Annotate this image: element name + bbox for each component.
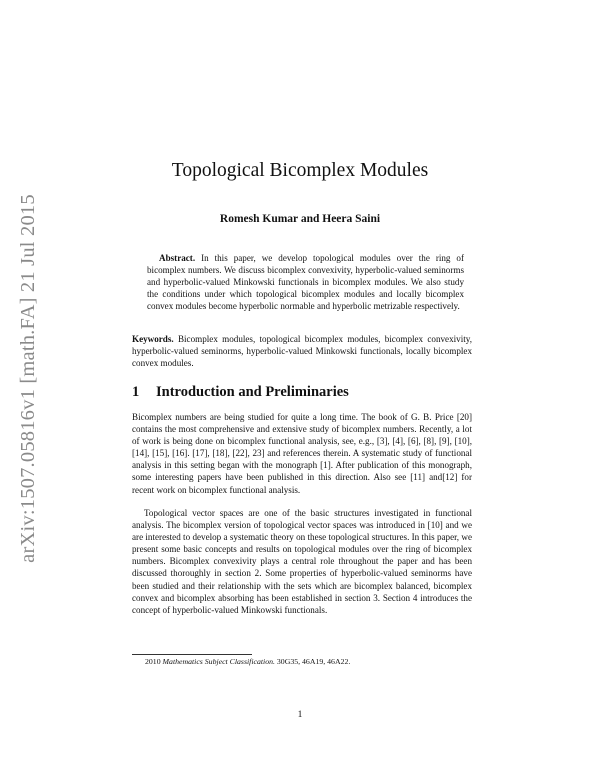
- keywords-label: Keywords.: [132, 334, 174, 344]
- body-paragraph-2: Topological vector spaces are one of the basic structures investigated in functional analysis. The bicomplex version of topological vector spaces was introduced in [10] and we are interested to develop a systematic theory on these topological structures. In this paper, we present some basic concepts and results on topological modules over the ring of bicomplex numbers. Bicomplex convexivity plays a central role throughout the paper and has been discussed thoroughly in section 2. Some properties of hyperbolic-valued seminorms have been studied and their relationship with the sets which are bicomplex balanced, bicomplex convex and bicomplex absorbing has been established in section 3. Section 4 introduces the concept of hyperbolic-valued Minkowski functionals.: [132, 508, 472, 615]
- footnote-rule: [132, 654, 252, 655]
- keywords-text: Bicomplex modules, topological bicomplex modules, bicomplex convexivity, hyperbolic-valued seminorms, hyperbolic-valued Minkowski functionals, locally bicomplex convex modules.: [132, 334, 472, 369]
- section-heading: [132, 384, 349, 401]
- section-number: 1: [132, 384, 140, 400]
- abstract-text: In this paper, we develop topological modules over the ring of bicomplex numbers. We discuss bicomplex convexivity, hyperbolic-valued seminorms and hyperbolic-valued Minkowski functionals in bicomplex modules. We also study the conditions under which topological bicomplex modules and locally bicomplex convex modules become hyperbolic normable and hyperbolic metrizable respectively.: [147, 253, 464, 312]
- arxiv-identifier-stamp: [10, 178, 46, 578]
- page-number: 1: [297, 710, 303, 720]
- paper-title: Topological Bicomplex Modules: [171, 160, 429, 181]
- abstract-label: Abstract.: [159, 253, 196, 263]
- footnote-classification-label: Mathematics Subject Classification.: [162, 657, 275, 666]
- keywords: [132, 333, 472, 369]
- footnote: [145, 657, 350, 666]
- footnote-year: 2010: [145, 657, 161, 666]
- arxiv-identifier-text: arXiv:1507.05816v1 [math.FA] 21 Jul 2015: [16, 193, 39, 563]
- section-title: Introduction and Preliminaries: [156, 384, 349, 400]
- footnote-codes: 30G35, 46A19, 46A22.: [276, 657, 351, 666]
- body-paragraph-1: Bicomplex numbers are being studied for quite a long time. The book of G. B. Price [20] contains the most comprehensive and extensive study of bicomplex numbers. Recently, a lot of work is being done on bicomplex functional analysis, see, e.g., [3], [4], [6], [8], [9], [10], [14], [15], [16]. [17], [18], [22], 23] and references therein. A systematic study of functional analysis in this setting began with the monograph [1]. After publication of this monograph, some interesting papers have been published in this direction. Also see [11] and[12] for recent work on bicomplex functional analysis.: [132, 412, 472, 495]
- paper-authors: Romesh Kumar and Heera Saini: [219, 213, 381, 225]
- abstract: [147, 252, 464, 312]
